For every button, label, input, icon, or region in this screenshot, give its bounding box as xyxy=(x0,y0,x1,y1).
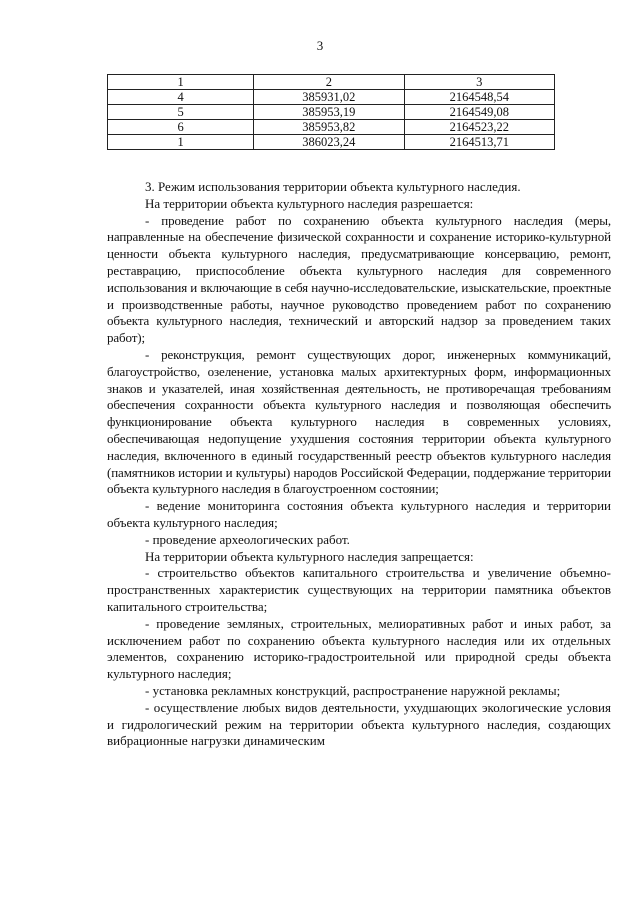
table-cell-point: 6 xyxy=(108,120,254,135)
section-heading: 3. Режим использования территории объекта культурного наследия. xyxy=(145,179,521,194)
table-header-cell: 3 xyxy=(404,75,554,90)
allowed-item-archaeology: - проведение археологических работ. xyxy=(145,531,350,547)
table-cell-y: 2164513,71 xyxy=(404,135,554,150)
table-cell-x: 385931,02 xyxy=(254,90,404,105)
table-header-cell: 1 xyxy=(108,75,254,90)
allowed-item-monitoring: - ведение мониторинга состояния объекта культурного наследия и территории объекта культурного наследия; xyxy=(107,498,611,530)
table-header-row xyxy=(108,75,555,90)
allowed-item-reconstruction: - реконструкция, ремонт существующих дорог, инженерных коммуникаций, благоустройство, озеленение, установка малых архитектурных форм, информационных знаков и указателей, иная хозяйственная деятельность, не противоречащая требованиям обеспечения сохранности объекта культурного наследия и позволяющая обеспечить функционирование объекта культурного наследия в современных условиях, обеспечивающая недопущение ухудшения состояния территории объекта культурного наследия, включенного в единый государственный реестр объектов культурного наследия (памятников истории и культуры) народов Российской Федерации, поддержание территории объекта культурного наследия в благоустроенном состоянии; xyxy=(107,346,611,497)
document-body xyxy=(107,179,611,750)
prohibited-item-earthworks: - проведение земляных, строительных, мелиоративных работ и иных работ, за исключением работ по сохранению объекта культурного наследия или их отдельных элементов, сохранению историко-градостроительной или природной среды объекта культурного наследия; xyxy=(107,615,611,682)
table-cell-y: 2164548,54 xyxy=(404,90,554,105)
table-cell-x: 385953,82 xyxy=(254,120,404,135)
table-row xyxy=(108,90,555,105)
table-row xyxy=(108,120,555,135)
table-cell-y: 2164549,08 xyxy=(404,105,554,120)
table-cell-x: 385953,19 xyxy=(254,105,404,120)
table-cell-point: 4 xyxy=(108,90,254,105)
allowed-item-preservation: - проведение работ по сохранению объекта культурного наследия (меры, направленные на обеспечение физической сохранности и сохранение историко-культурной ценности объекта культурного наследия, предусматривающие консервацию, ремонт, реставрацию, приспособление объекта культурного наследия для современного использования и включающие в себя научно-исследовательские, изыскательские, проектные и производственные работы, научное руководство проведением работ по сохранению объекта культурного наследия, технический и авторский надзор за проведением таких работ); xyxy=(107,212,611,346)
prohibited-item-advertising: - установка рекламных конструкций, распространение наружной рекламы; xyxy=(145,682,561,698)
table-cell-y: 2164523,22 xyxy=(404,120,554,135)
coordinates-table xyxy=(107,74,555,150)
prohibited-intro: На территории объекта культурного наследия запрещается: xyxy=(145,548,474,564)
table-header-cell: 2 xyxy=(254,75,404,90)
page-number: 3 xyxy=(316,38,324,53)
table-cell-point: 5 xyxy=(108,105,254,120)
prohibited-item-construction: - строительство объектов капитального строительства и увеличение объемно-пространственных характеристик существующих на территории памятника объектов капитального строительства; xyxy=(107,565,611,614)
prohibited-item-activities: - осуществление любых видов деятельности, ухудшающих экологические условия и гидрологический режим на территории объекта культурного наследия, создающих вибрационные нагрузки динамическим xyxy=(107,699,611,749)
table-row xyxy=(108,135,555,150)
table-row xyxy=(108,105,555,120)
table-cell-x: 386023,24 xyxy=(254,135,404,150)
allowed-intro: На территории объекта культурного наследия разрешается: xyxy=(145,195,474,211)
table-cell-point: 1 xyxy=(108,135,254,150)
